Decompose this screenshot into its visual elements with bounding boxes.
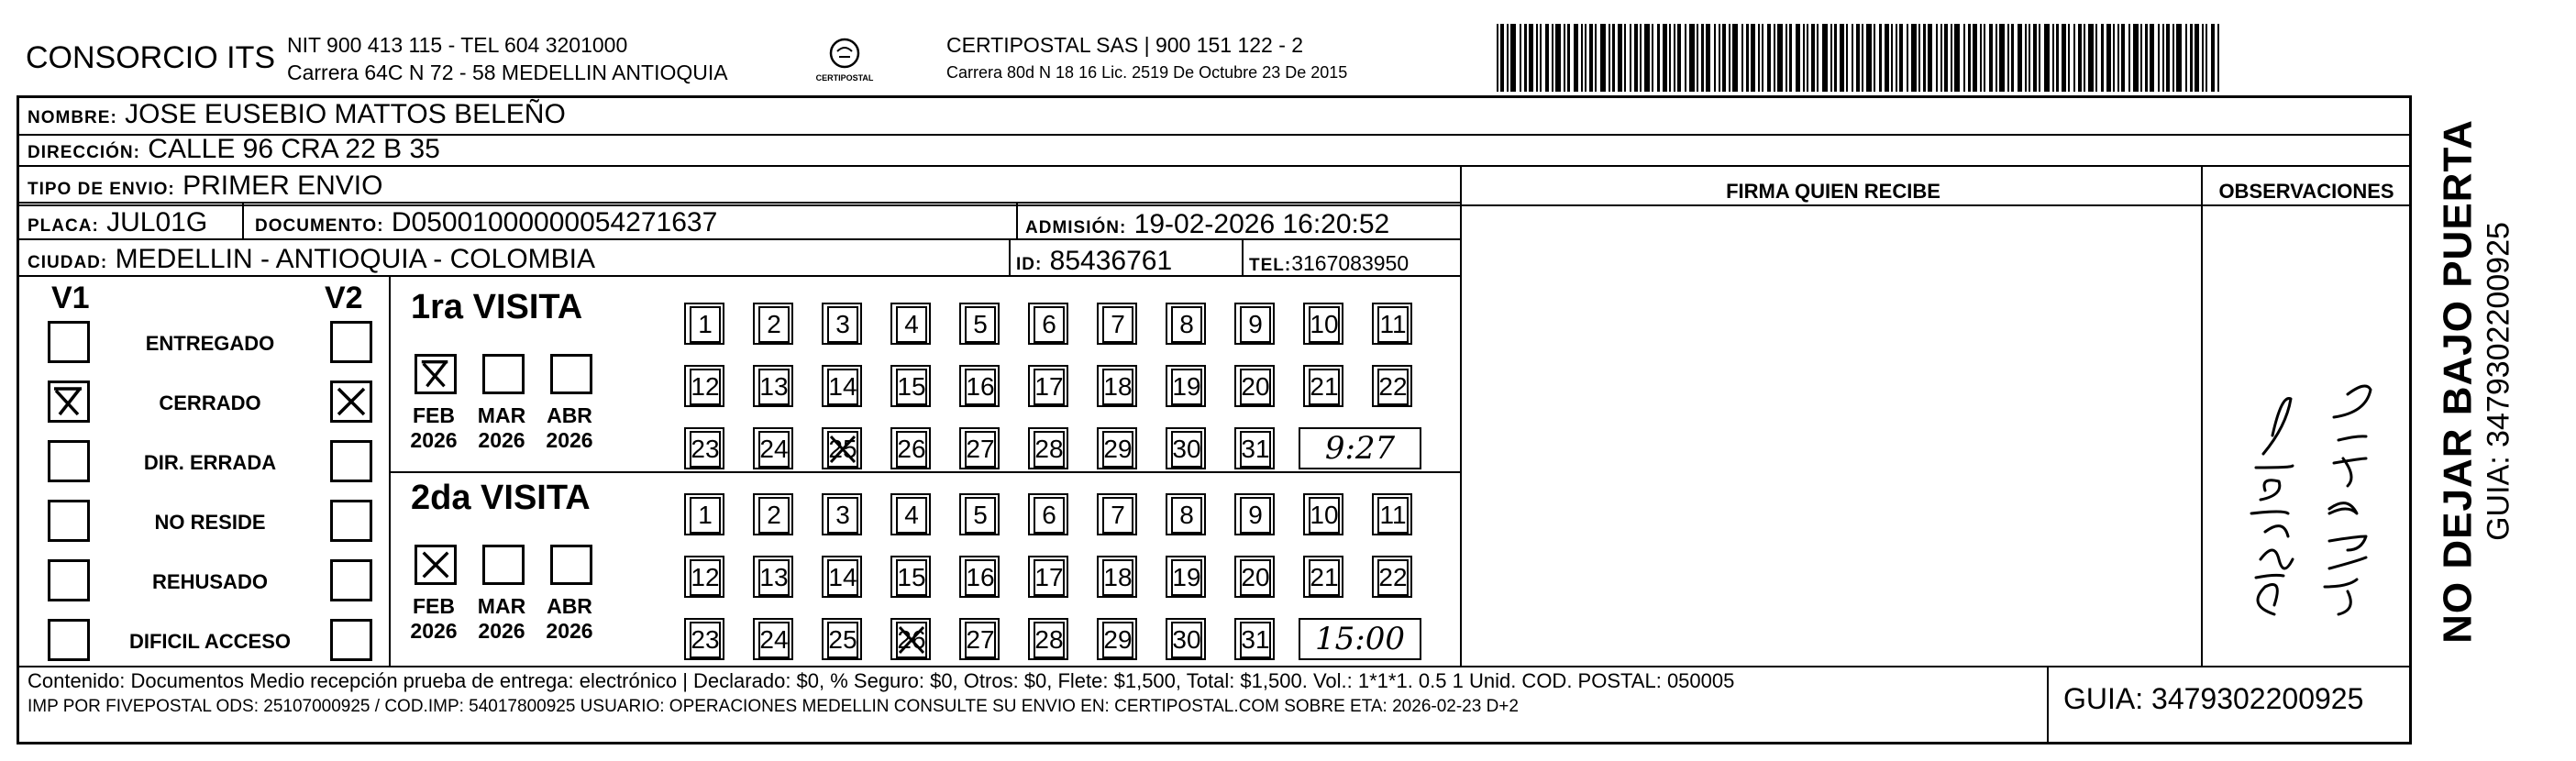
admision-label: ADMISIÓN: xyxy=(1025,218,1127,237)
barcode-bar xyxy=(1746,24,1749,92)
barcode-bar xyxy=(1510,24,1516,92)
footer-contenido: Contenido: Documentos Medio recepción prueba de entrega: electrónico | Declarado: $0, % Seguro: $0, Otros: $0, Flete: $1,500, Total: $1,500. Vol.: 1*1*1. 0.5 1 Unid. COD. POSTAL: 050005 xyxy=(28,669,1735,692)
visit1-month-label: FEB 2026 xyxy=(410,403,458,452)
v1-label: V1 xyxy=(51,281,90,315)
barcode-bar xyxy=(2145,24,2148,92)
barcode-bar xyxy=(1907,24,1908,92)
barcode-bar xyxy=(2056,24,2059,92)
admision-value: 19-02-2026 16:20:52 xyxy=(1133,209,1390,239)
visit2-day-11[interactable]: 11 xyxy=(1377,497,1409,534)
barcode-bar xyxy=(2007,24,2009,92)
barcode-bar xyxy=(1999,24,2005,92)
visit2-month-checkbox-feb[interactable] xyxy=(415,545,457,585)
check-mark-icon xyxy=(417,357,454,392)
barcode-bar xyxy=(1497,24,1498,92)
visit1-day-21[interactable]: 21 xyxy=(1309,369,1340,405)
visit2-day-24[interactable]: 24 xyxy=(758,622,790,658)
barcode-bar xyxy=(1630,24,1631,92)
visit2-day-31[interactable]: 31 xyxy=(1240,622,1271,658)
visit1-day-3[interactable]: 3 xyxy=(827,306,858,343)
visit2-day-26[interactable]: 26 xyxy=(896,622,927,658)
visit2-day-8[interactable]: 8 xyxy=(1171,497,1202,534)
company-name: CONSORCIO ITS xyxy=(26,40,276,75)
status-label: ENTREGADO xyxy=(145,332,275,355)
barcode-bar xyxy=(1701,24,1704,92)
barcode-bar xyxy=(1963,24,1965,92)
checkbox-v1-rehusado[interactable] xyxy=(48,559,90,601)
barcode-bar xyxy=(2088,24,2094,92)
barcode-bar xyxy=(1524,24,1527,92)
barcode-bar xyxy=(1685,24,1686,92)
barcode-bar xyxy=(2095,24,2097,92)
barcode-bar xyxy=(2133,24,2139,92)
barcode-bar xyxy=(1984,24,1985,92)
visit1-day-1[interactable]: 1 xyxy=(690,306,721,343)
barcode-bar xyxy=(1817,24,1819,92)
certipostal-logo xyxy=(814,35,875,88)
barcode-bar xyxy=(1689,24,1695,92)
visit1-day-23[interactable]: 23 xyxy=(690,431,721,468)
barcode-bar xyxy=(1657,24,1660,92)
barcode-bar xyxy=(2158,24,2160,92)
barcode-bar xyxy=(1762,24,1763,92)
barcode-bar xyxy=(1989,24,1993,92)
visit1-day-13[interactable]: 13 xyxy=(758,369,790,405)
barcode-bar xyxy=(1936,24,1938,92)
barcode-bar xyxy=(1634,24,1638,92)
certipostal-title: CERTIPOSTAL SAS | 900 151 122 - 2 xyxy=(946,33,1304,57)
barcode-bar xyxy=(2185,24,2187,92)
company-info xyxy=(287,31,728,86)
ciudad-label: CIUDAD: xyxy=(28,253,108,272)
documento-row xyxy=(255,207,717,242)
barcode-bar xyxy=(1840,24,1844,92)
barcode-bar xyxy=(1722,24,1726,92)
check-mark-icon xyxy=(417,547,454,582)
barcode-bar xyxy=(1529,24,1533,92)
barcode-bar xyxy=(2166,24,2170,92)
barcode-bar xyxy=(1540,24,1542,92)
visit2-day-9[interactable]: 9 xyxy=(1240,497,1271,534)
visit2-day-17[interactable]: 17 xyxy=(1034,559,1065,596)
status-label: DIFICIL ACCESO xyxy=(128,630,291,653)
visit2-day-20[interactable]: 20 xyxy=(1240,559,1271,596)
barcode-bar xyxy=(1896,24,1897,92)
check-mark-icon xyxy=(50,383,87,420)
barcode-bar xyxy=(2121,24,2125,92)
visit2-day-21[interactable]: 21 xyxy=(1309,559,1340,596)
barcode-bar xyxy=(1968,24,1971,92)
barcode-bar xyxy=(2206,24,2207,92)
placa-value: JUL01G xyxy=(106,207,208,237)
visit2-month-checkbox-abr[interactable] xyxy=(550,545,592,585)
visit1-day-24[interactable]: 24 xyxy=(758,431,790,468)
barcode-bar xyxy=(2044,24,2050,92)
barcode-bar xyxy=(1856,24,1860,92)
barcode-bar xyxy=(1852,24,1853,92)
cross-mark-icon xyxy=(827,431,858,468)
barcode-bar xyxy=(1609,24,1610,92)
direccion-label: DIRECCIÓN: xyxy=(28,143,140,162)
visit1-month-label: ABR 2026 xyxy=(546,403,593,452)
documento-value: D05001000000054271637 xyxy=(391,207,718,237)
barcode-bar xyxy=(1600,24,1606,92)
barcode-bar xyxy=(2217,24,2219,92)
id-value: 85436761 xyxy=(1049,246,1173,276)
visit1-day-12[interactable]: 12 xyxy=(690,369,721,405)
documento-label: DOCUMENTO: xyxy=(255,216,384,236)
barcode-bar xyxy=(1536,24,1538,92)
visit2-day-27[interactable]: 27 xyxy=(965,622,996,658)
barcode-bar xyxy=(1741,24,1743,92)
placa-label: PLACA: xyxy=(28,216,99,236)
barcode-bar xyxy=(2033,24,2037,92)
visit2-day-5[interactable]: 5 xyxy=(965,497,996,534)
barcode-bar xyxy=(2113,24,2115,92)
barcode-bar xyxy=(1803,24,1805,92)
no-dejar-bajo-puerta: NO DEJAR BAJO PUERTA xyxy=(2435,119,2481,644)
barcode-bar xyxy=(1500,24,1504,92)
visit2-day-4[interactable]: 4 xyxy=(896,497,927,534)
checkbox-v1-dificil-acceso[interactable] xyxy=(48,619,90,661)
visit1-month-checkbox-mar[interactable] xyxy=(482,354,525,394)
barcode-bar xyxy=(1846,24,1848,92)
barcode-bar xyxy=(1697,24,1698,92)
handwritten-observacion xyxy=(2210,266,2403,633)
barcode-bar xyxy=(1866,24,1872,92)
barcode-bar xyxy=(1719,24,1720,92)
barcode-bar xyxy=(2039,24,2040,92)
tipo-label: TIPO DE ENVIO: xyxy=(28,180,175,199)
checkbox-v1-no-reside[interactable] xyxy=(48,500,90,542)
barcode-bar xyxy=(1555,24,1561,92)
barcode-bar xyxy=(1899,24,1903,92)
barcode-bar xyxy=(1774,24,1775,92)
barcode-bar xyxy=(2068,24,2070,92)
footer-imp: IMP POR FIVEPOSTAL ODS: 25107000925 / COD.IMP: 54017800925 USUARIO: OPERACIONES MEDELLIN CONSULTE SU ENVIO EN: CERTIPOSTAL.COM SOBRE ETA: 2026-02-23 D+2 xyxy=(28,697,1519,716)
barcode-bar xyxy=(1652,24,1653,92)
tel-row xyxy=(1249,248,1409,281)
barcode-bar xyxy=(1777,24,1783,92)
barcode-bar xyxy=(1891,24,1893,92)
visit1-day-9[interactable]: 9 xyxy=(1240,306,1271,343)
visit1-day-31[interactable]: 31 xyxy=(1240,431,1271,468)
barcode-bar xyxy=(1507,24,1509,92)
status-label: DIR. ERRADA xyxy=(143,451,277,474)
barcode-bar xyxy=(2062,24,2066,92)
cross-mark-icon xyxy=(896,622,927,658)
barcode-bar xyxy=(2052,24,2054,92)
footer-guia: GUIA: 3479302200925 xyxy=(2063,682,2364,715)
barcode-bar xyxy=(2162,24,2164,92)
barcode-bar xyxy=(1574,24,1578,92)
visit1-day-26[interactable]: 26 xyxy=(896,431,927,468)
barcode-bar xyxy=(1663,24,1667,92)
barcode-bar xyxy=(1674,24,1675,92)
visit1-day-20[interactable]: 20 xyxy=(1240,369,1271,405)
checkbox-v2-cerrado[interactable] xyxy=(330,380,372,423)
visit2-day-1[interactable]: 1 xyxy=(690,497,721,534)
visit2-day-25[interactable]: 25 xyxy=(827,622,858,658)
barcode-bar xyxy=(1564,24,1565,92)
visit1-month-checkbox-feb[interactable] xyxy=(415,354,457,394)
visit2-day-7[interactable]: 7 xyxy=(1102,497,1133,534)
barcode-bar xyxy=(1714,24,1716,92)
barcode-bar xyxy=(1669,24,1671,92)
visit1-day-5[interactable]: 5 xyxy=(965,306,996,343)
visit2-day-10[interactable]: 10 xyxy=(1309,497,1340,534)
barcode-bar xyxy=(1589,24,1593,92)
barcode-bar xyxy=(1923,24,1926,92)
barcode-bar xyxy=(2172,24,2174,92)
visit2-day-16[interactable]: 16 xyxy=(965,559,996,596)
barcode-bar xyxy=(2018,24,2022,92)
checkbox-v2-dificil-acceso[interactable] xyxy=(330,619,372,661)
barcode-bar xyxy=(2073,24,2075,92)
visit2-day-19[interactable]: 19 xyxy=(1171,559,1202,596)
barcode-bar xyxy=(2078,24,2082,92)
visit2-day-18[interactable]: 18 xyxy=(1102,559,1133,596)
checkbox-v1-cerrado[interactable] xyxy=(48,380,90,423)
barcode-bar xyxy=(2202,24,2204,92)
visit1-day-11[interactable]: 11 xyxy=(1377,306,1409,343)
visit2-handwritten-time: 15:00 xyxy=(1299,618,1421,660)
visit2-day-28[interactable]: 28 xyxy=(1034,622,1065,658)
barcode-bar xyxy=(2190,24,2193,92)
visit2-month-checkbox-mar[interactable] xyxy=(482,545,525,585)
visit2-month-label: MAR 2026 xyxy=(477,594,526,643)
barcode-bar xyxy=(1789,24,1792,92)
barcode-bar xyxy=(1767,24,1771,92)
company-address: Carrera 64C N 72 - 58 MEDELLIN ANTIOQUIA xyxy=(287,61,728,84)
barcode xyxy=(1497,24,2225,92)
barcode-bar xyxy=(1545,24,1549,92)
barcode-bar xyxy=(1796,24,1800,92)
v2-label: V2 xyxy=(325,281,363,315)
visit2-month-label: ABR 2026 xyxy=(546,594,593,643)
visit2-day-12[interactable]: 12 xyxy=(690,559,721,596)
barcode-bar xyxy=(1940,24,1942,92)
visit2-title: 2da VISITA xyxy=(411,479,591,517)
observaciones-label: OBSERVACIONES xyxy=(2218,180,2394,203)
tel-value: 3167083950 xyxy=(1291,251,1410,275)
barcode-bar xyxy=(1706,24,1710,92)
visit2-day-14[interactable]: 14 xyxy=(827,559,858,596)
visit2-day-2[interactable]: 2 xyxy=(758,497,790,534)
barcode-bar xyxy=(2195,24,2199,92)
barcode-bar xyxy=(1786,24,1787,92)
barcode-bar xyxy=(1911,24,1917,92)
visit1-day-19[interactable]: 19 xyxy=(1171,369,1202,405)
barcode-bar xyxy=(1951,24,1952,92)
visit1-day-29[interactable]: 29 xyxy=(1102,431,1133,468)
visit2-day-13[interactable]: 13 xyxy=(758,559,790,596)
checkbox-v2-no-reside[interactable] xyxy=(330,500,372,542)
barcode-bar xyxy=(2029,24,2030,92)
barcode-bar xyxy=(1732,24,1738,92)
certipostal-info xyxy=(946,31,1347,86)
barcode-bar xyxy=(1980,24,1982,92)
barcode-bar xyxy=(1677,24,1681,92)
visit1-month-checkbox-abr[interactable] xyxy=(550,354,592,394)
barcode-bar xyxy=(1944,24,1948,92)
barcode-bar xyxy=(1973,24,1977,92)
barcode-bar xyxy=(1612,24,1615,92)
visit1-day-17[interactable]: 17 xyxy=(1034,369,1065,405)
nombre-row xyxy=(28,99,566,134)
visit1-day-7[interactable]: 7 xyxy=(1102,306,1133,343)
barcode-bar xyxy=(1520,24,1521,92)
barcode-bar xyxy=(1624,24,1626,92)
barcode-bar xyxy=(1618,24,1622,92)
certipostal-address: Carrera 80d N 18 16 Lic. 2519 De Octubre 23 De 2015 xyxy=(946,63,1348,82)
visit1-day-16[interactable]: 16 xyxy=(965,369,996,405)
nombre-label: NOMBRE: xyxy=(28,108,117,127)
visit2-day-3[interactable]: 3 xyxy=(827,497,858,534)
barcode-bar xyxy=(1807,24,1808,92)
check-mark-icon xyxy=(333,383,370,420)
checkbox-v1-dir-errada[interactable] xyxy=(48,440,90,482)
visit1-handwritten-time: 9:27 xyxy=(1299,427,1421,469)
nombre-value: JOSE EUSEBIO MATTOS BELEÑO xyxy=(125,99,566,129)
tel-label: TEL: xyxy=(1249,256,1292,275)
barcode-bar xyxy=(1822,24,1828,92)
visit2-day-22[interactable]: 22 xyxy=(1377,559,1409,596)
visit1-day-10[interactable]: 10 xyxy=(1309,306,1340,343)
barcode-bar xyxy=(2176,24,2182,92)
visit2-day-30[interactable]: 30 xyxy=(1171,622,1202,658)
barcode-bar xyxy=(2106,24,2111,92)
firma-label: FIRMA QUIEN RECIBE xyxy=(1726,180,1940,203)
barcode-bar xyxy=(1996,24,1997,92)
barcode-bar xyxy=(1567,24,1570,92)
barcode-bar xyxy=(2084,24,2085,92)
visit2-day-15[interactable]: 15 xyxy=(896,559,927,596)
tipo-row xyxy=(28,171,382,205)
barcode-bar xyxy=(1595,24,1597,92)
status-label: CERRADO xyxy=(159,392,261,414)
visit1-day-4[interactable]: 4 xyxy=(896,306,927,343)
barcode-bar xyxy=(2025,24,2027,92)
visit2-day-29[interactable]: 29 xyxy=(1102,622,1133,658)
checkbox-v2-rehusado[interactable] xyxy=(330,559,372,601)
barcode-bar xyxy=(1834,24,1837,92)
barcode-bar xyxy=(1879,24,1882,92)
visit1-day-6[interactable]: 6 xyxy=(1034,306,1065,343)
barcode-bar xyxy=(1644,24,1650,92)
id-row xyxy=(1016,246,1172,281)
barcode-bar xyxy=(1918,24,1920,92)
visit1-day-15[interactable]: 15 xyxy=(896,369,927,405)
visit1-day-14[interactable]: 14 xyxy=(827,369,858,405)
barcode-bar xyxy=(1552,24,1553,92)
visit1-day-22[interactable]: 22 xyxy=(1377,369,1409,405)
visit1-title: 1ra VISITA xyxy=(411,288,583,326)
checkbox-v2-dir-errada[interactable] xyxy=(330,440,372,482)
tipo-value: PRIMER ENVIO xyxy=(182,171,383,201)
barcode-bar xyxy=(2150,24,2154,92)
barcode-bar xyxy=(2128,24,2130,92)
barcode-bar xyxy=(1830,24,1832,92)
visit1-day-30[interactable]: 30 xyxy=(1171,431,1202,468)
visit1-month-label: MAR 2026 xyxy=(477,403,526,452)
ciudad-row xyxy=(28,244,595,279)
barcode-bar xyxy=(1954,24,1960,92)
barcode-bar xyxy=(1811,24,1815,92)
placa-row xyxy=(28,207,207,242)
barcode-bar xyxy=(2140,24,2142,92)
barcode-bar xyxy=(2117,24,2119,92)
barcode-bar xyxy=(2211,24,2215,92)
barcode-bar xyxy=(1874,24,1875,92)
visit1-day-18[interactable]: 18 xyxy=(1102,369,1133,405)
direccion-value: CALLE 96 CRA 22 B 35 xyxy=(148,134,440,164)
side-guia-block xyxy=(2436,119,2517,644)
barcode-bar xyxy=(1885,24,1889,92)
barcode-bar xyxy=(1928,24,1932,92)
barcode-bar xyxy=(2101,24,2104,92)
barcode-bar xyxy=(2011,24,2014,92)
barcode-bar xyxy=(1862,24,1863,92)
visit2-day-6[interactable]: 6 xyxy=(1034,497,1065,534)
id-label: ID: xyxy=(1016,255,1043,274)
checkbox-v1-entregado[interactable] xyxy=(48,321,90,363)
barcode-bar xyxy=(1729,24,1730,92)
status-label: REHUSADO xyxy=(152,570,268,593)
visit2-month-label: FEB 2026 xyxy=(410,594,458,643)
checkbox-v2-entregado[interactable] xyxy=(330,321,372,363)
visit1-day-2[interactable]: 2 xyxy=(758,306,790,343)
side-guia: GUIA: 3479302200925 xyxy=(2481,222,2516,541)
barcode-bar xyxy=(1581,24,1583,92)
barcode-bar xyxy=(1585,24,1587,92)
barcode-bar xyxy=(1758,24,1760,92)
status-label: NO RESIDE xyxy=(154,511,266,534)
visit1-day-27[interactable]: 27 xyxy=(965,431,996,468)
visit2-day-23[interactable]: 23 xyxy=(690,622,721,658)
visit1-day-8[interactable]: 8 xyxy=(1171,306,1202,343)
admision-row xyxy=(1025,209,1389,244)
logo-text: CERTIPOSTAL xyxy=(815,73,874,83)
barcode-bar xyxy=(1640,24,1642,92)
visit1-day-25[interactable]: 25 xyxy=(827,431,858,468)
visit1-day-28[interactable]: 28 xyxy=(1034,431,1065,468)
ciudad-value: MEDELLIN - ANTIOQUIA - COLOMBIA xyxy=(115,244,595,274)
company-nit: NIT 900 413 115 - TEL 604 3201000 xyxy=(287,33,628,57)
direccion-row xyxy=(28,134,440,169)
barcode-bar xyxy=(1751,24,1755,92)
